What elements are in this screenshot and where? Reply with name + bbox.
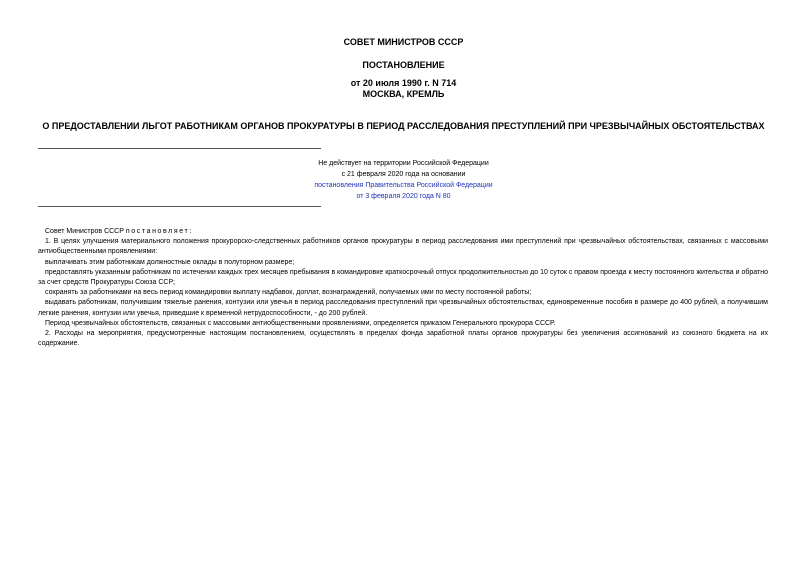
body-paragraph: 1. В целях улучшения материального положения прокурорско-следственных работников органов прокуратуры в период расследования ими преступлений при чрезвычайных обстоятельствах, связанных с массовыми антиобщественными проявлениями: [38,238,768,256]
document-place: МОСКВА, КРЕМЛЬ [362,89,445,99]
notice-line-1: Не действует на территории Российской Федерации [318,160,489,167]
document-date-number: от 20 июля 1990 г. N 714 [350,78,457,88]
validity-notice [290,158,517,202]
divider-bottom [38,206,321,207]
body-paragraph: сохранять за работниками на весь период командировки выплату надбавок, доплат, вознаграждений, получаемых ими по месту постоянной работы; [45,289,532,297]
body-paragraph: выдавать работникам, получившим тяжелые ранения, контузии или увечья в период расследования преступлений при чрезвычайных обстоятельствах, единовременные пособия в размере до 400 рублей, а получившим легкие ранения, контузии или увечья, приведшие к временной нетрудоспособности, - до 200 рублей. [38,299,768,317]
document-body [38,227,768,349]
divider-top [38,148,321,149]
body-paragraph: выплачивать этим работникам должностные оклады в полуторном размере; [45,258,295,266]
notice-link-line-2[interactable]: от 3 февраля 2020 года N 80 [356,193,451,200]
intro-resolves: постановляет: [125,228,193,235]
body-paragraph: предоставлять указанным работникам по истечении каждых трех месяцев пребывания в командировке краткосрочный отпуск продолжительностью до 10 суток с правом проезда к месту постоянного жительства и обратно за счет средств Прокуратуры Союза ССР; [38,268,768,287]
body-paragraph: 2. Расходы на мероприятия, предусмотренные настоящим постановлением, осуществлять в пределах фонда заработной платы органов прокуратуры без увеличения ассигнований из союзного бюджета на их содержание. [38,330,768,348]
intro-prefix: Совет Министров СССР [45,228,126,235]
notice-link-line-1[interactable]: постановления Правительства Российской Федерации [314,182,493,189]
document-title: О ПРЕДОСТАВЛЕНИИ ЛЬГОТ РАБОТНИКАМ ОРГАНОВ ПРОКУРАТУРЫ В ПЕРИОД РАССЛЕДОВАНИЯ ПРЕСТУПЛЕНИЙ ПРИ ЧРЕЗВЫЧАЙНЫХ ОБСТОЯТЕЛЬСТВАХ [42,121,765,131]
body-paragraph: Период чрезвычайных обстоятельств, связанных с массовыми антиобщественными проявлениями, определяется приказом Генерального прокурора СССР. [45,319,556,327]
document-type-heading: ПОСТАНОВЛЕНИЕ [362,60,445,70]
notice-line-2: с 21 февраля 2020 года на основании [341,171,466,178]
body-intro [38,227,768,237]
issuer-heading: СОВЕТ МИНИСТРОВ СССР [343,37,464,47]
